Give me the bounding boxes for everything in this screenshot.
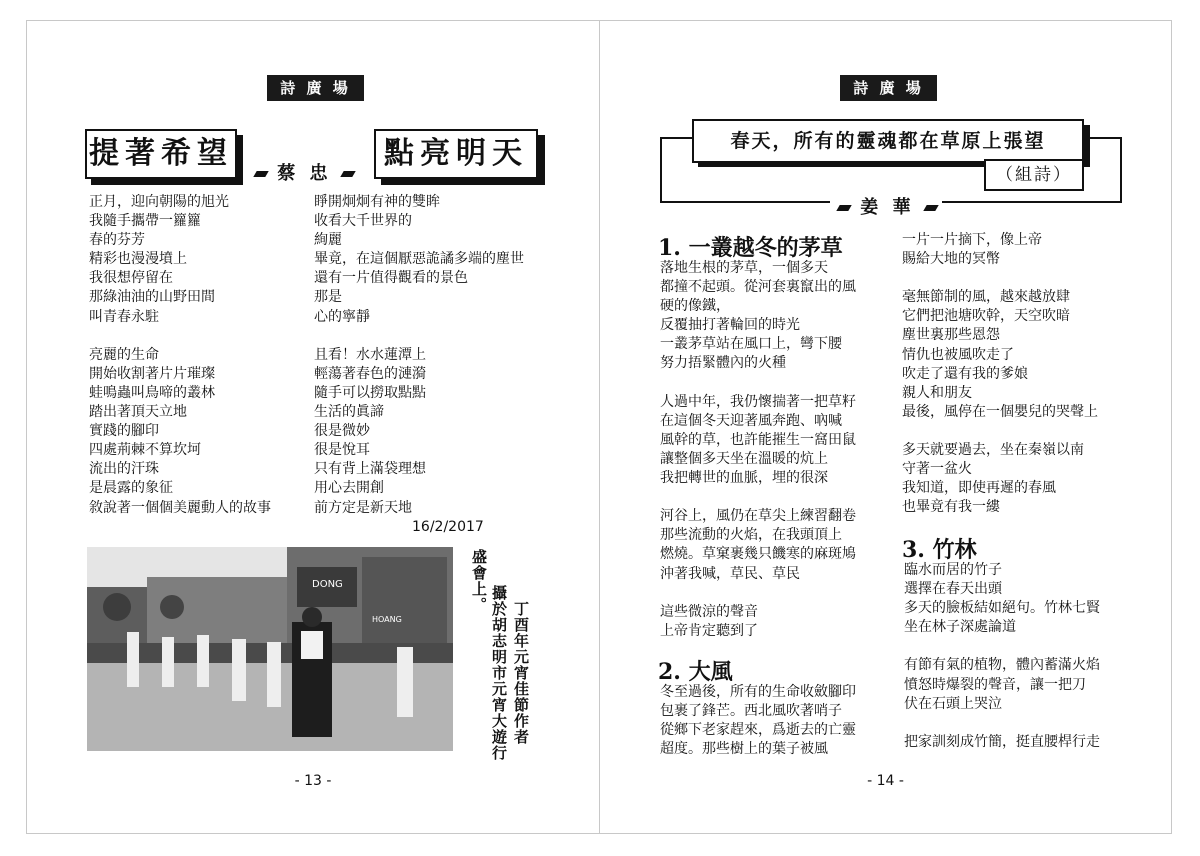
text-line: 只有背上滿袋理想 — [314, 461, 426, 478]
text-line: 我把轉世的血脈，埋的很深 — [660, 470, 828, 487]
text-line: 也畢竟有我一縷 — [902, 499, 1000, 516]
text-line: 收看大千世界的 — [314, 213, 412, 230]
text-line — [902, 269, 1098, 288]
text-line: 我隨手攜帶一籮籮 — [89, 213, 201, 230]
parade-photo — [87, 547, 453, 751]
text-line: 多天的臉板結如絕句。竹林七賢 — [904, 600, 1100, 617]
poem-date: 16/2/2017 — [412, 519, 484, 535]
text-line — [314, 327, 524, 346]
text-line: 賜給大地的冥幣 — [902, 251, 1000, 268]
author — [838, 193, 937, 219]
text-line: 伏在石頭上哭泣 — [904, 695, 1002, 712]
text-line: 努力捂緊體內的火種 — [660, 355, 786, 372]
text-line — [904, 714, 1100, 733]
poem-subtitle: （組詩） — [984, 159, 1084, 191]
text-line: 塵世裏那些恩怨 — [902, 327, 1000, 344]
author-mark-icon — [836, 205, 851, 211]
right-page — [599, 20, 1172, 834]
author-mark-icon — [253, 171, 268, 177]
text-line: 有節有氣的植物，體內蓄滿火焰 — [904, 657, 1100, 674]
text-line: 上帝肯定聽到了 — [660, 622, 758, 639]
text-line: 很是悅耳 — [314, 442, 370, 459]
section-tag: 詩 廣 場 — [267, 75, 364, 101]
text-line: 心的寧靜 — [314, 308, 370, 325]
text-line: 落地生根的茅草，一個多天 — [660, 260, 828, 276]
text-line: 一叢茅草站在風口上，彎下腰 — [660, 336, 842, 353]
text-line: 讓整個多天坐在溫暖的炕上 — [660, 450, 828, 467]
author-name: 蔡 忠 — [277, 163, 332, 184]
text-line: 那綠油油的山野田間 — [89, 289, 215, 306]
text-line: 那是 — [314, 289, 342, 306]
text-line: 精彩也漫漫墳上 — [89, 251, 187, 268]
author-name: 姜 華 — [860, 197, 915, 218]
text-line: 硬的像鐵， — [660, 298, 730, 315]
text-line: 隨手可以撈取點點 — [314, 384, 426, 401]
text-line: 冬至過後，所有的生命收斂腳印 — [660, 684, 856, 700]
text-line: 開始收割著片片璀璨 — [89, 365, 215, 382]
text-line — [89, 327, 271, 346]
text-line: 我很想停留在 — [89, 270, 173, 287]
section-3-text — [904, 561, 1100, 752]
text-line: 流出的汗珠 — [89, 461, 159, 478]
page-number: - 13 - — [294, 773, 332, 789]
photo-caption-2: 攝於胡志明市元宵大遊行 — [490, 585, 508, 761]
text-line: 叫青春永駐 — [89, 308, 159, 325]
text-line: 我知道，即使再遲的春風 — [902, 480, 1056, 497]
text-line: 反覆抽打著輪回的時光 — [660, 317, 800, 334]
poem-title-left: 提著希望 — [85, 129, 237, 179]
parade-photo-image — [87, 547, 453, 751]
text-line: 風幹的草，也許能摧生一窩田鼠 — [660, 431, 856, 448]
title-frame-line — [942, 201, 1122, 203]
photo-caption-3: 盛會上。 — [470, 549, 488, 613]
text-line: 選擇在春天出頭 — [904, 581, 1002, 598]
author — [255, 159, 354, 185]
text-line: 從鄉下老家趕來，爲逝去的亡靈 — [660, 722, 856, 739]
section-1-text — [660, 259, 856, 641]
text-line: 最後，風停在一個嬰兒的哭聲上 — [902, 403, 1098, 420]
text-line: 春的芬芳 — [89, 232, 145, 249]
text-line: 臨水而居的竹子 — [904, 562, 1002, 578]
text-line: 守著一盆火 — [902, 461, 972, 478]
text-line: 四處荊棘不算坎坷 — [89, 442, 201, 459]
section-title-2: 2. 大風 — [658, 659, 733, 685]
text-line: 那些流動的火焰，在我頭頂上 — [660, 527, 842, 544]
title-frame-line — [660, 137, 662, 203]
right-column-text — [902, 231, 1098, 517]
left-page — [26, 20, 599, 834]
text-line: 親人和朋友 — [902, 384, 972, 401]
text-line: 用心去開創 — [314, 480, 384, 497]
text-line: 睜開炯炯有神的雙眸 — [314, 194, 440, 210]
poem-column-1 — [89, 193, 271, 518]
title-frame-line — [660, 201, 830, 203]
text-line: 沖著我喊，草民、草民 — [660, 565, 800, 582]
text-line: 很是微妙 — [314, 423, 370, 440]
text-line: 實踐的腳印 — [89, 423, 159, 440]
section-title-3: 3. 竹林 — [902, 537, 977, 563]
text-line: 燃燒。草窠裹幾只饑寒的麻斑鳩 — [660, 546, 856, 563]
section-title-1: 1. 一叢越冬的茅草 — [658, 235, 843, 261]
text-line: 輕蕩著春色的漣漪 — [314, 365, 426, 382]
text-line: 包裹了鋒芒。西北風吹著哨子 — [660, 703, 842, 720]
text-line: 超度。那些樹上的葉子被風 — [660, 741, 828, 758]
text-line: 還有一片值得觀看的景色 — [314, 270, 468, 287]
text-line — [904, 637, 1100, 656]
text-line: 河谷上，風仍在草尖上練習翻卷 — [660, 508, 856, 525]
text-line: 坐在林子深處論道 — [904, 619, 1016, 636]
text-line: 蛙鳴蟲叫鳥啼的叢林 — [89, 384, 215, 401]
text-line: 在這個冬天迎著風奔跑、吶喊 — [660, 412, 842, 429]
poem-column-2 — [314, 193, 524, 518]
text-line: 毫無節制的風，越來越放肆 — [902, 289, 1070, 306]
text-line — [660, 584, 856, 603]
text-line: 多天就要過去，坐在秦嶺以南 — [902, 442, 1084, 459]
text-line: 吹走了還有我的爹娘 — [902, 365, 1028, 382]
text-line: 正月，迎向朝陽的旭光 — [89, 194, 229, 210]
text-line: 是晨露的象征 — [89, 480, 173, 497]
text-line: 前方定是新天地 — [314, 499, 412, 516]
text-line — [902, 422, 1098, 441]
poem-title-right: 點亮明天 — [374, 129, 538, 179]
text-line — [660, 374, 856, 393]
photo-sign-text: DONG — [312, 579, 343, 590]
page-number: - 14 - — [867, 773, 904, 789]
text-line: 人過中年，我仍懷揣著一把草籽 — [660, 393, 856, 410]
poem-title: 春天，所有的靈魂都在草原上張望 — [692, 119, 1084, 163]
text-line: 且看！水水蓮潭上 — [314, 346, 426, 363]
title-frame-line — [1120, 137, 1122, 203]
photo-caption-1: 丁酉年元宵佳節作者 — [512, 601, 530, 745]
text-line: 絢麗 — [314, 232, 342, 249]
text-line: 都撞不起頭。從河套裏竄出的風 — [660, 279, 856, 296]
text-line: 畢竟，在這個厭惡詭譎多端的塵世 — [314, 251, 524, 268]
text-line: 憤怒時爆裂的聲音，讓一把刀 — [904, 676, 1086, 693]
text-line: 把家訓刻成竹簡，挺直腰桿行走 — [904, 733, 1100, 750]
text-line: 這些微涼的聲音 — [660, 603, 758, 620]
text-line: 亮麗的生命 — [89, 346, 159, 363]
text-line: 一片一片摘下，像上帝 — [902, 232, 1042, 248]
text-line: 情仇也被風吹走了 — [902, 346, 1014, 363]
text-line: 它們把池塘吹幹，天空吹暗 — [902, 308, 1070, 325]
section-2-text — [660, 683, 856, 759]
photo-sign-text-2: HOANG — [372, 615, 402, 624]
text-line: 生活的眞諦 — [314, 404, 384, 421]
section-tag: 詩 廣 場 — [840, 75, 937, 101]
author-mark-icon — [340, 171, 355, 177]
author-mark-icon — [923, 205, 938, 211]
text-line: 敘說著一個個美麗動人的故事 — [89, 499, 271, 516]
text-line — [660, 488, 856, 507]
text-line: 踏出著頂天立地 — [89, 404, 187, 421]
